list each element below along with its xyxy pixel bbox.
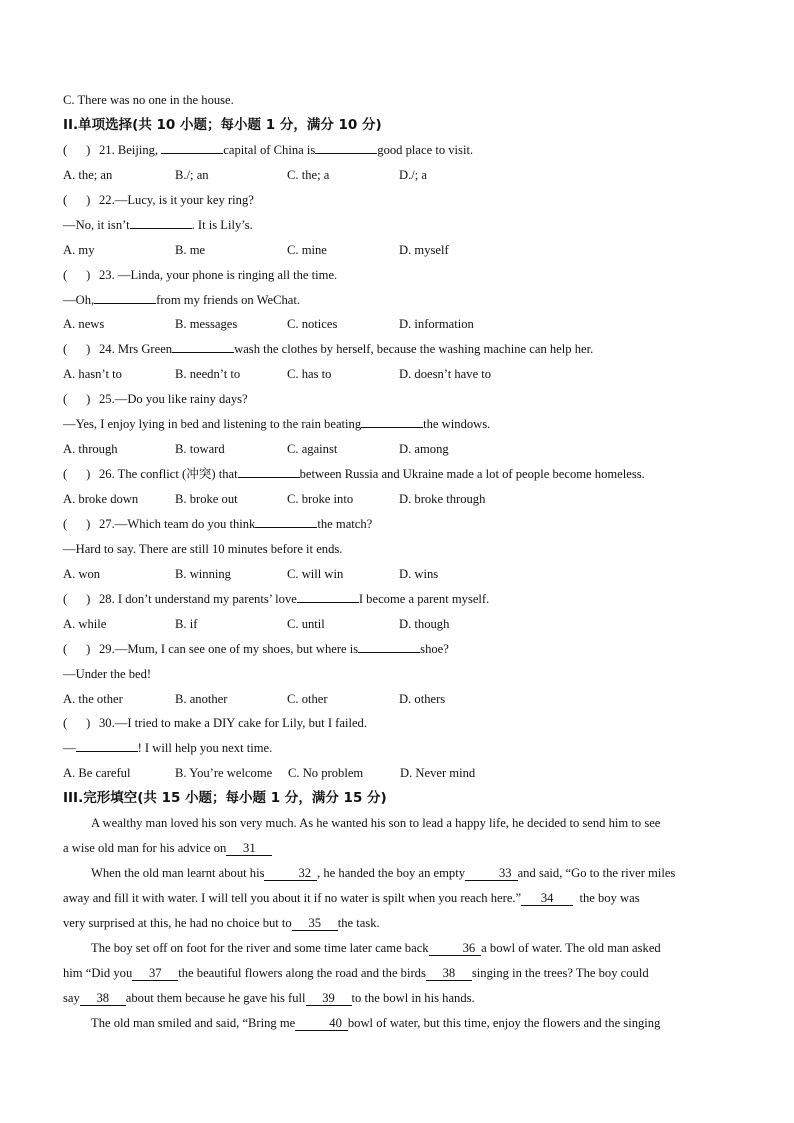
dialogue-line <box>63 412 735 437</box>
option-d[interactable]: D. myself <box>399 242 449 257</box>
paragraph-line <box>63 911 735 936</box>
options-29 <box>63 687 735 712</box>
option-d[interactable]: D. information <box>399 317 474 332</box>
option-a[interactable]: A. broke down <box>63 492 139 506</box>
option-d[interactable]: D. Never mind <box>400 766 476 781</box>
question-27 <box>63 512 735 537</box>
answer-bracket[interactable]: ( ) <box>63 142 91 157</box>
paragraph-text: to the bowl in his hands. <box>351 990 475 1005</box>
cloze-blank-38[interactable]: 38 <box>426 966 472 981</box>
answer-bracket[interactable]: ( ) <box>63 342 91 357</box>
paragraph-text: and said, “Go to the river miles <box>517 866 676 881</box>
answer-bracket[interactable]: ( ) <box>63 392 91 407</box>
option-c[interactable]: C. notices <box>287 317 338 332</box>
option-a[interactable]: A. hasn’t to <box>63 367 122 382</box>
paragraph-line <box>63 861 735 886</box>
dialogue-line <box>63 288 735 313</box>
dialogue-text: the windows. <box>423 417 491 432</box>
question-23 <box>63 263 735 288</box>
answer-blank[interactable] <box>76 737 138 752</box>
question-text: capital of China is <box>223 142 316 157</box>
options-25 <box>63 437 735 462</box>
dialogue-text: —No, it isn’t <box>63 217 130 232</box>
question-text: 29.—Mum, I can see one of my shoes, but where is <box>99 641 359 656</box>
answer-blank[interactable] <box>172 338 234 353</box>
question-26 <box>63 462 735 487</box>
question-22 <box>63 188 735 213</box>
option-a[interactable]: A. while <box>63 616 107 631</box>
cloze-blank-31[interactable]: 31 <box>226 841 272 856</box>
question-25 <box>63 387 735 412</box>
paragraph-text: about them because he gave his full <box>125 990 306 1005</box>
option-b[interactable]: B. if <box>175 616 198 631</box>
paragraph-text: the task. <box>337 915 380 930</box>
dialogue-line <box>63 213 735 238</box>
options-24 <box>63 362 735 387</box>
question-text: wash the clothes by herself, because the washing machine can help her. <box>234 342 594 357</box>
worksheet-page <box>63 88 735 1036</box>
option-b[interactable]: B. winning <box>175 566 231 581</box>
question-text: 26. The conflict (冲突) that <box>99 467 238 482</box>
option-a[interactable]: A. my <box>63 242 95 257</box>
answer-bracket[interactable]: ( ) <box>63 267 91 282</box>
dialogue-line: —Hard to say. There are still 10 minutes before it ends. <box>63 541 343 556</box>
option-b[interactable]: B. messages <box>175 317 238 332</box>
paragraph-line <box>63 886 735 911</box>
dialogue-text: — <box>63 741 76 756</box>
paragraph-line <box>63 836 735 861</box>
option-a[interactable]: A. the other <box>63 691 123 706</box>
option-c[interactable]: C. No problem <box>288 766 364 781</box>
question-28 <box>63 587 735 612</box>
paragraph-text: the beautiful flowers along the road and the birds <box>178 965 426 980</box>
answer-bracket[interactable]: ( ) <box>63 467 91 482</box>
answer-bracket[interactable]: ( ) <box>63 641 91 656</box>
answer-bracket[interactable]: ( ) <box>63 716 91 731</box>
paragraph-line <box>63 986 735 1011</box>
question-text: 25.—Do you like rainy days? <box>99 392 248 407</box>
option-c[interactable]: C. until <box>287 616 325 631</box>
option-d[interactable]: D. others <box>399 691 446 706</box>
option-d[interactable]: D. broke through <box>399 492 486 506</box>
cloze-blank-35[interactable]: 35 <box>292 916 338 931</box>
option-a[interactable]: A. Be careful <box>63 766 131 781</box>
option-c[interactable]: C. the; a <box>287 167 330 182</box>
option-b[interactable]: B. You’re welcome <box>175 766 273 781</box>
paragraph-line <box>63 936 735 961</box>
answer-blank[interactable] <box>315 139 377 154</box>
options-22 <box>63 238 735 263</box>
cloze-paragraph-2 <box>63 861 735 936</box>
paragraph-text: him “Did you <box>63 965 133 980</box>
question-text: good place to visit. <box>377 142 474 157</box>
options-21 <box>63 163 735 188</box>
cloze-paragraph-1 <box>63 811 735 861</box>
option-d[interactable]: D. wins <box>399 566 439 581</box>
dialogue-text: ! I will help you next time. <box>137 741 273 756</box>
paragraph-text: The boy set off on foot for the river and some time later came back <box>91 940 429 955</box>
option-line: C. There was no one in the house. <box>63 93 234 107</box>
option-b[interactable]: B. needn’t to <box>175 367 241 382</box>
paragraph-text: a wise old man for his advice on <box>63 841 227 856</box>
option-d[interactable]: D. among <box>399 442 449 457</box>
answer-bracket[interactable]: ( ) <box>63 591 91 606</box>
section-heading-3: III.完形填空(共 15 小题；每小题 1 分，满分 15 分) <box>63 790 387 807</box>
option-c[interactable]: C. broke into <box>287 492 354 506</box>
option-c[interactable]: C. has to <box>287 367 332 382</box>
answer-blank[interactable] <box>255 513 317 528</box>
answer-blank[interactable] <box>161 139 223 154</box>
dialogue-line: —Under the bed! <box>63 666 152 681</box>
answer-blank[interactable] <box>238 463 300 478</box>
question-text: 24. Mrs Green <box>99 342 173 357</box>
option-c[interactable]: C. other <box>287 691 328 706</box>
cloze-blank-38b[interactable]: 38 <box>80 991 126 1006</box>
question-30 <box>63 711 735 736</box>
question-24 <box>63 337 735 362</box>
paragraph-text: bowl of water, but this time, enjoy the flowers and the singing <box>347 1015 661 1030</box>
paragraph-text: the boy was <box>579 891 640 905</box>
answer-blank[interactable] <box>297 588 359 603</box>
question-text: 28. I don’t understand my parents’ love <box>99 591 297 606</box>
question-text: 30.—I tried to make a DIY cake for Lily, but I failed. <box>99 716 367 731</box>
cloze-blank-32[interactable]: 32 <box>264 866 317 881</box>
option-a[interactable]: A. the; an <box>63 167 113 182</box>
paragraph-text: say <box>63 990 80 1005</box>
paragraph-text: singing in the trees? The boy could <box>471 965 649 980</box>
dialogue-line <box>63 736 735 761</box>
question-text: 23. —Linda, your phone is ringing all the time. <box>99 267 338 282</box>
paragraph-text: , he handed the boy an empty <box>317 866 465 881</box>
option-d[interactable]: D. doesn’t have to <box>399 367 492 382</box>
paragraph-text: very surprised at this, he had no choice but to <box>63 915 292 930</box>
dialogue-text: —Yes, I enjoy lying in bed and listening to the rain beating <box>63 417 362 432</box>
question-text: the match? <box>317 516 373 531</box>
question-29 <box>63 637 735 662</box>
options-28 <box>63 612 735 637</box>
option-c[interactable]: C. will win <box>287 566 344 581</box>
option-c[interactable]: C. mine <box>287 242 327 257</box>
section-heading-2: II.单项选择(共 10 小题；每小题 1 分，满分 10 分) <box>63 116 382 133</box>
cloze-blank-33[interactable]: 33 <box>465 866 518 881</box>
question-text: 21. Beijing, <box>99 142 162 157</box>
options-30 <box>63 761 735 786</box>
options-27 <box>63 562 735 587</box>
paragraph-text: a bowl of water. The old man asked <box>481 940 661 955</box>
dialogue-text: from my friends on WeChat. <box>156 292 301 307</box>
paragraph-line <box>63 961 735 986</box>
options-26 <box>63 487 735 512</box>
cloze-blank-36[interactable]: 36 <box>429 941 482 956</box>
option-b[interactable]: B./; an <box>175 167 209 182</box>
paragraph-text: away and fill it with water. I will tell you about it if no water is spilt when you reach here.” <box>63 891 522 905</box>
answer-blank[interactable] <box>358 638 420 653</box>
paragraph-line <box>63 1011 735 1036</box>
option-b[interactable]: B. toward <box>175 442 225 457</box>
answer-blank[interactable] <box>130 214 192 229</box>
question-text: shoe? <box>420 641 449 656</box>
option-c[interactable]: C. against <box>287 442 338 457</box>
cloze-blank-39[interactable]: 39 <box>306 991 352 1006</box>
paragraph-text: The old man smiled and said, “Bring me <box>91 1015 296 1030</box>
dialogue-text: —Oh, <box>63 292 95 307</box>
question-text: 22.—Lucy, is it your key ring? <box>99 192 254 207</box>
paragraph-line: A wealthy man loved his son very much. As he wanted his son to lead a happy life, he decided to send him to see <box>91 816 661 831</box>
cloze-paragraph-4 <box>63 1011 735 1036</box>
option-b[interactable]: B. me <box>175 242 206 257</box>
option-a[interactable]: A. won <box>63 566 101 581</box>
question-text: I become a parent myself. <box>358 591 490 606</box>
cloze-blank-37[interactable]: 37 <box>132 966 178 981</box>
option-a[interactable]: A. through <box>63 442 118 457</box>
answer-bracket[interactable]: ( ) <box>63 192 91 207</box>
answer-blank[interactable] <box>94 289 156 304</box>
cloze-blank-34[interactable]: 34 <box>521 891 573 906</box>
question-text: 27.—Which team do you think <box>99 516 256 531</box>
answer-blank[interactable] <box>361 413 423 428</box>
options-23 <box>63 312 735 337</box>
option-d[interactable]: D. though <box>399 616 450 631</box>
question-21 <box>63 138 735 163</box>
option-a[interactable]: A. news <box>63 317 105 332</box>
option-d[interactable]: D./; a <box>399 167 427 182</box>
paragraph-text: When the old man learnt about his <box>91 866 265 881</box>
cloze-paragraph-3 <box>63 936 735 1011</box>
answer-bracket[interactable]: ( ) <box>63 516 91 531</box>
option-b[interactable]: B. broke out <box>175 492 238 506</box>
cloze-blank-40[interactable]: 40 <box>295 1016 348 1031</box>
option-b[interactable]: B. another <box>175 691 228 706</box>
dialogue-text: . It is Lily’s. <box>191 217 253 232</box>
question-text: between Russia and Ukraine made a lot of people become homeless. <box>299 467 645 482</box>
